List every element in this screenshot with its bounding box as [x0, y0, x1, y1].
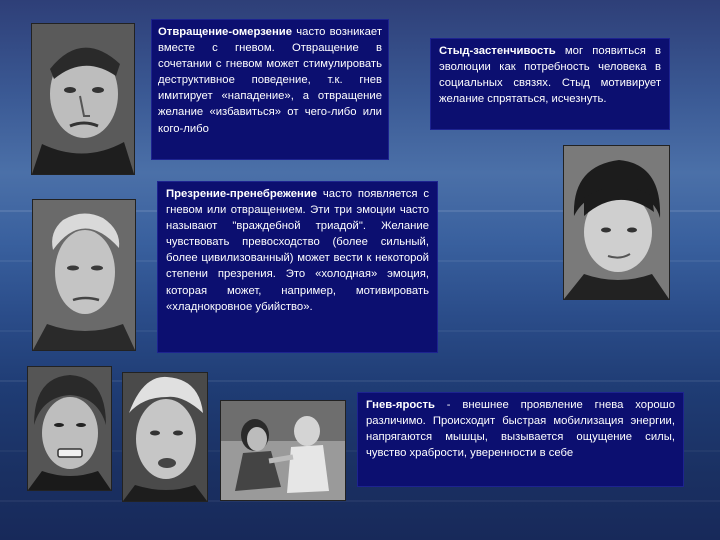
description-contempt: часто появляется с гневом или отвращением. Эти три эмоции часто называют "враждебной триадой". Желание чувствовать превосходство (более сильный, более цивилизованный) может вести к некоторой степени презрения. Это «холодная» эмоция, которая может, например, мотивировать «хладнокровное убийство». — [166, 188, 429, 313]
portrait-woman-anger — [27, 366, 112, 491]
description-disgust: часто возникает вместе с гневом. Отвращение в сочетании с гневом может стимулировать деструктивное поведение, т.к. гнев имитирует «нападение», а отвращение желание «избавиться» от чего-либо или кого-либо — [158, 26, 382, 135]
portrait-man-disgust — [31, 23, 135, 175]
portrait-boy-shame — [563, 145, 670, 300]
term-disgust: Отвращение-омерзение — [158, 26, 293, 38]
description-anger: - внешнее проявление гнева хорошо различимо. Происходит быстрая мобилизация энергии, напрягаются мышцы, вызывается ощущение силы, чувство храбрости, уверенности в себе — [366, 399, 675, 460]
description-shame: мог появиться в эволюции как потребность человека в социальных связях. Стыд мотивирует желание спрятаться, исчезнуть. — [439, 45, 661, 106]
portrait-child-anger — [122, 372, 208, 502]
photo-children-fighting — [220, 400, 346, 501]
text-box-anger — [357, 392, 684, 487]
background-wave — [0, 500, 720, 502]
term-contempt: Презрение-пренебрежение — [166, 188, 318, 200]
text-box-disgust — [151, 19, 389, 160]
term-anger: Гнев-ярость — [366, 399, 435, 411]
text-box-shame — [430, 38, 670, 130]
text-box-contempt — [157, 181, 438, 353]
term-shame: Стыд-застенчивость — [439, 45, 556, 57]
portrait-woman-contempt — [32, 199, 136, 351]
